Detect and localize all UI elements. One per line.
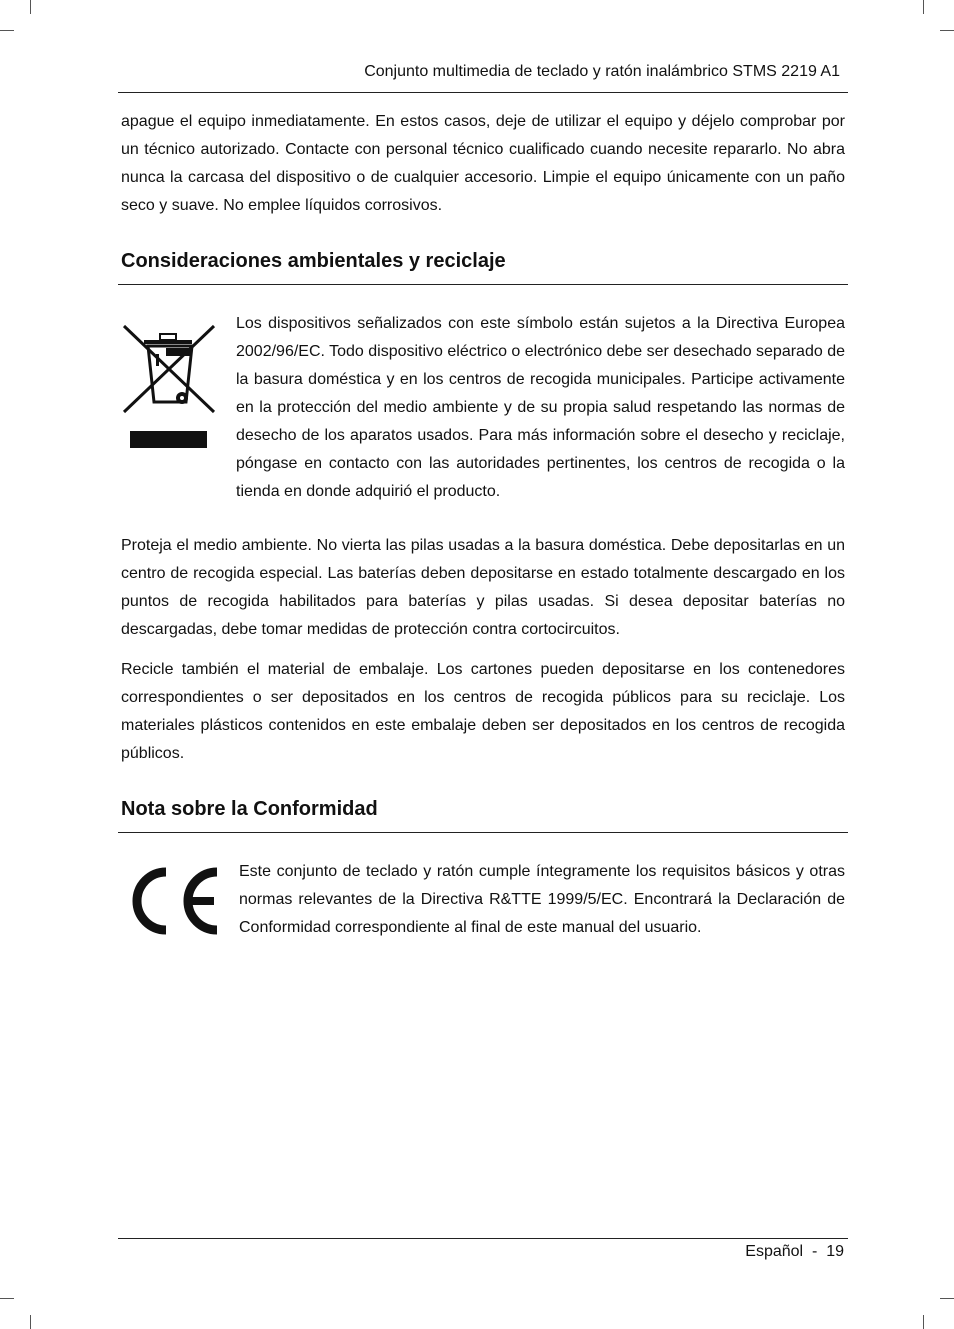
ce-paragraph: Este conjunto de teclado y ratón cumple íntegramente los requisitos básicos y otras normas relevantes de la Directiva R&TTE 1999/5/EC. Encontrará la Declaración de Conformidad correspondiente al final de este manual del usuario. [239, 863, 845, 936]
crop-mark [0, 1298, 14, 1299]
crop-mark [923, 0, 924, 14]
crop-mark [923, 1315, 924, 1329]
header-rule [118, 92, 848, 93]
weee-paragraph: Los dispositivos señalizados con este símbolo están sujetos a la Directiva Europea 2002/96/EC. Todo dispositivo eléctrico o electrónico debe ser desechado separado de la basura doméstica y en los centros de recogida municipales. Participe activamente en la protección del medio ambiente y de su propia salud respetando las normas de desecho de los aparatos usados. Para más información sobre el desecho y reciclaje, póngase en contacto con las autoridades pertinentes, los centros de recogida o la tienda en donde adquirió el producto. [236, 315, 845, 500]
page-number: Español - 19 [745, 1243, 844, 1260]
crop-mark [0, 30, 14, 31]
packaging-paragraph: Recicle también el material de embalaje. Los cartones pueden depositarse en los contenedores correspondientes o ser depositados en los centros de recogida públicos para su reciclaje. Los materiales plásticos contenidos en este embalaje deben ser depositados en los centros de recogida públicos. [121, 661, 845, 762]
running-header: Conjunto multimedia de teclado y ratón inalámbrico STMS 2219 A1 [364, 63, 840, 80]
battery-paragraph: Proteja el medio ambiente. No vierta las pilas usadas a la basura doméstica. Debe depositarlas en un centro de recogida especial. Las baterías deben depositarse en estado totalmente descargado en los puntos de recogida habilitados para baterías y pilas usadas. Si desea depositar baterías no descargadas, debe tomar medidas de protección contra cortocircuitos. [121, 537, 845, 638]
section-heading-conformity: Nota sobre la Conformidad [121, 798, 378, 820]
crop-mark [940, 1298, 954, 1299]
crossed-out-wheelie-bin-icon [120, 320, 218, 452]
ce-mark-icon [122, 864, 222, 938]
crop-mark [940, 30, 954, 31]
crop-mark [30, 0, 31, 14]
section-rule [118, 832, 848, 833]
intro-paragraph: apague el equipo inmediatamente. En estos casos, deje de utilizar el equipo y déjelo comprobar por un técnico autorizado. Contacte con personal técnico cualificado cuando necesite repararlo. No abra nunca la carcasa del dispositivo o de cualquier accesorio. Limpie el equipo únicamente con un paño seco y suave. No emplee líquidos corrosivos. [121, 113, 845, 214]
section-rule [118, 284, 848, 285]
section-heading-environment: Consideraciones ambientales y reciclaje [121, 250, 506, 272]
footer-rule [118, 1238, 848, 1239]
crop-mark [30, 1315, 31, 1329]
